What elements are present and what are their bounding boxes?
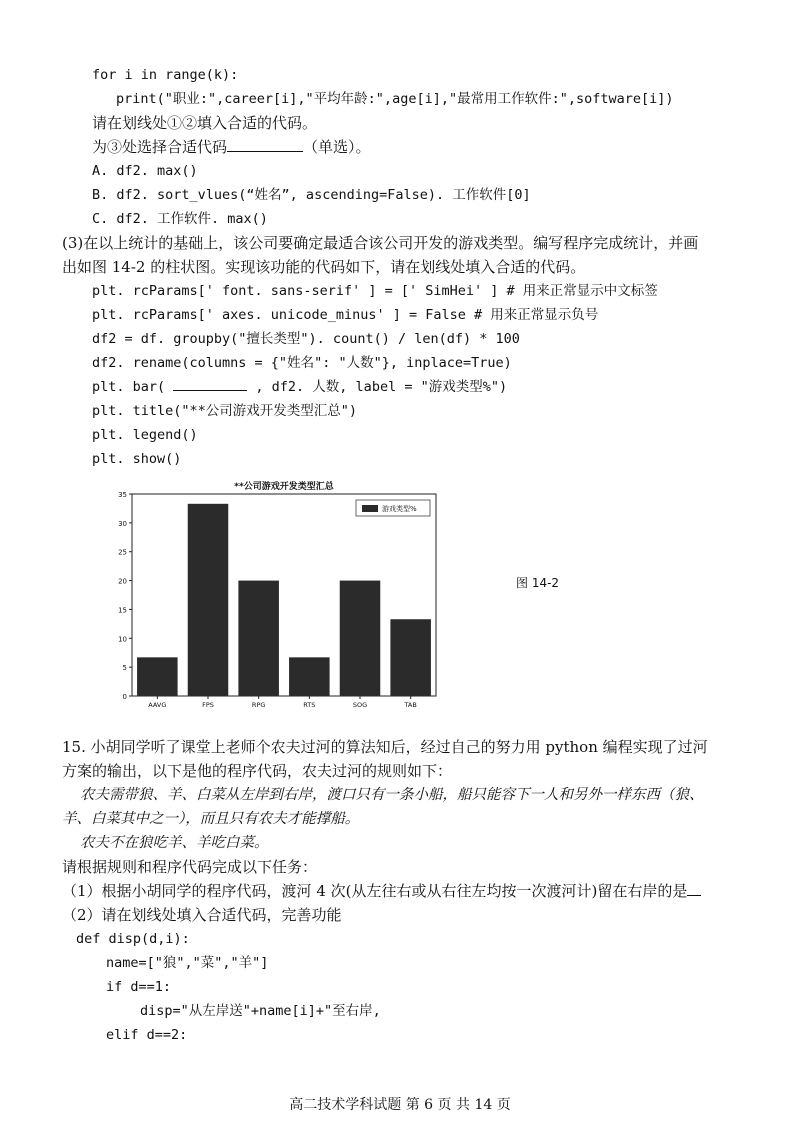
- code-line: plt. rcParams[' axes. unicode_minus' ] = False # 用来正常显示负号: [92, 307, 599, 323]
- question-line: 方案的输出，以下是他的程序代码，农夫过河的规则如下：: [62, 762, 453, 780]
- legend-label: 游戏类型%: [382, 505, 417, 513]
- question-line: 请根据规则和程序代码完成以下任务：: [62, 858, 318, 876]
- question-line: （2）请在划线处填入合适代码，完善功能: [62, 906, 342, 924]
- y-tick-label: 15: [118, 606, 127, 615]
- code-line: print("职业:",career[i],"平均年龄:",age[i],"最常用工作软件:",software[i]): [116, 91, 674, 107]
- x-tick-label: SOG: [352, 701, 368, 709]
- y-tick-label: 0: [122, 693, 127, 701]
- rule-line: 农夫需带狼、羊、白菜从左岸到右岸，渡口只有一条小船，船只能容下一人和另外一样东西（狼、: [80, 787, 704, 803]
- code-text: , df2. 人数, label = "游戏类型%"): [247, 379, 508, 395]
- question-text: （单选）。: [303, 138, 371, 156]
- code-line: plt. rcParams[' font. sans-serif' ] = [' SimHei' ] # 用来正常显示中文标签: [92, 283, 658, 299]
- bar-rpg: [238, 581, 279, 696]
- rule-line: 羊、白菜其中之一），而且只有农夫才能撑船。: [62, 811, 360, 827]
- rule-line: 农夫不在狼吃羊、羊吃白菜。: [80, 835, 269, 851]
- y-tick-label: 35: [118, 491, 127, 499]
- code-line: df2. rename(columns = {"姓名": "人数"}, inplace=True): [92, 355, 512, 371]
- code-line: elif d==2:: [106, 1027, 188, 1043]
- question-line: [92, 136, 371, 158]
- bar-chart: [110, 476, 450, 716]
- question-line: 出如图 14-2 的柱状图。实现该功能的代码如下，请在划线处填入合适的代码。: [62, 258, 586, 276]
- x-tick-label: AAVG: [148, 701, 167, 709]
- code-line: plt. legend(): [92, 427, 198, 443]
- answer-blank: [227, 137, 303, 152]
- bar-tab: [390, 619, 431, 696]
- page-footer: 高二技术学科试题 第 6 页 共 14 页: [289, 1097, 511, 1113]
- code-line: plt. title("**公司游戏开发类型汇总"): [92, 403, 358, 419]
- code-line: name=["狼","菜","羊"]: [106, 955, 269, 971]
- y-tick-label: 20: [118, 577, 127, 586]
- bar-aavg: [137, 657, 178, 696]
- bar-fps: [188, 504, 229, 696]
- y-tick-label: 5: [122, 664, 127, 673]
- code-text: plt. bar(: [92, 379, 174, 395]
- code-line: disp="从左岸送"+name[i]+"至右岸,: [140, 1003, 381, 1019]
- chart-title: **公司游戏开发类型汇总: [234, 482, 334, 492]
- answer-blank: [173, 376, 247, 391]
- question-line: (3)在以上统计的基础上，该公司要确定最适合该公司开发的游戏类型。编写程序完成统计，并画: [62, 234, 699, 252]
- code-line: df2 = df. groupby("擅长类型"). count() / len(df) * 100: [92, 331, 520, 347]
- question-text: （1）根据小胡同学的程序代码，渡河 4 次(从左往右或从右往左均按一次渡河计)留在右岸的是: [62, 882, 688, 900]
- option-a: A. df2. max(): [92, 163, 198, 179]
- bar-sog: [340, 581, 381, 696]
- code-line: def disp(d,i):: [76, 931, 190, 947]
- question-text: 为③处选择合适代码: [92, 138, 228, 156]
- instruction-line: 请在划线处①②填入合适的代码。: [92, 114, 318, 132]
- legend-swatch: [362, 505, 378, 512]
- figure-caption: 图 14-2: [516, 576, 560, 590]
- code-line: [92, 376, 507, 398]
- question-line: 15. 小胡同学听了课堂上老师个农夫过河的算法知后，经过自己的努力用 python 编程实现了过河: [62, 738, 708, 756]
- question-line: [62, 880, 701, 902]
- option-b: B. df2. sort_vlues(“姓名”, ascending=False). 工作软件[0]: [92, 187, 531, 203]
- code-line: plt. show(): [92, 451, 182, 467]
- code-line: for i in range(k):: [92, 67, 239, 83]
- bar-chart-svg: [110, 476, 450, 716]
- option-c: C. df2. 工作软件. max(): [92, 211, 268, 227]
- x-tick-label: TAB: [404, 701, 417, 709]
- answer-blank: [687, 881, 701, 896]
- y-tick-label: 30: [118, 519, 127, 528]
- x-tick-label: RTS: [303, 701, 316, 709]
- x-tick-label: FPS: [202, 701, 214, 709]
- y-tick-label: 10: [118, 635, 127, 644]
- x-tick-label: RPG: [251, 701, 266, 709]
- y-tick-label: 25: [118, 548, 127, 557]
- bar-rts: [289, 657, 330, 696]
- code-line: if d==1:: [106, 979, 172, 995]
